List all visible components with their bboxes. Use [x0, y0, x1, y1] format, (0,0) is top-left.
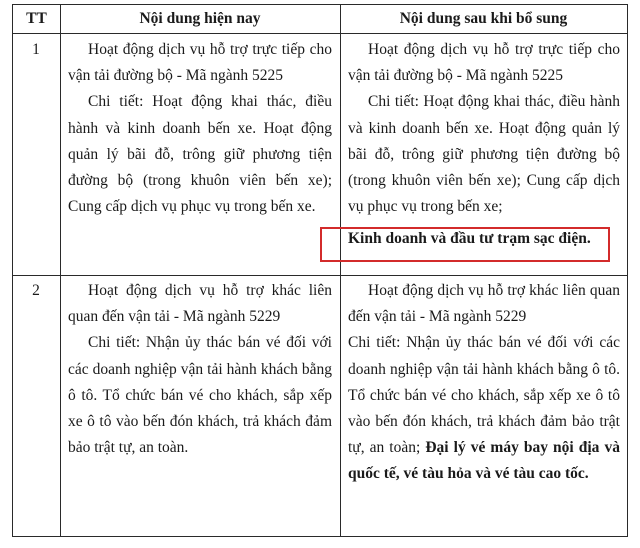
row-1-after-added: Kinh doanh và đầu tư trạm sạc điện. [348, 230, 591, 248]
row-2-current-detail: Chi tiết: Nhận ủy thác bán vé đối với các doanh nghiệp vận tải hành khách bằng ô tô. Tổ chức bán vé cho khách, sắp xếp xe ô tô vào bến đón khách, trả khách đảm bảo trật tự, an toàn. [68, 334, 332, 457]
row-2-after-cell [348, 278, 620, 488]
comparison-table [12, 4, 628, 537]
row-1-current-cell [68, 37, 332, 220]
row-2-after-detail: Chi tiết: Nhận ủy thác bán vé đối với các doanh nghiệp vận tải hành khách bằng ô tô. Tổ chức bán vé cho khách, sắp xếp xe ô tô vào bến đón khách, trả khách đảm bảo trật tự, an toàn; [348, 334, 620, 457]
row-1-current-detail: Chi tiết: Hoạt động khai thác, điều hành và kinh doanh bến xe. Hoạt động quản lý bãi đỗ, trông giữ phương tiện đường bộ (trong khuôn viên bến xe); Cung cấp dịch vụ phục vụ trong bến xe. [68, 93, 332, 216]
row-2-number: 2 [32, 282, 40, 299]
column-divider-content [340, 5, 341, 536]
row-1-number: 1 [32, 41, 40, 58]
header-current: Nội dung hiện nay [139, 10, 261, 27]
header-after: Nội dung sau khi bổ sung [399, 10, 568, 27]
row-2-after-code: Hoạt động dịch vụ hỗ trợ khác liên quan đến vận tải - Mã ngành 5229 [348, 282, 620, 326]
header-tt: TT [26, 10, 47, 27]
row-divider [13, 275, 627, 276]
row-1-after-code: Hoạt động dịch vụ hỗ trợ trực tiếp cho vận tải đường bộ - Mã ngành 5225 [348, 41, 620, 85]
header-divider [13, 33, 627, 34]
column-divider-tt [60, 5, 61, 536]
row-1-after-detail: Chi tiết: Hoạt động khai thác, điều hành và kinh doanh bến xe. Hoạt động quản lý bãi đỗ, trông giữ phương tiện đường bộ (trong khuôn viên bến xe); Cung cấp dịch vụ phục vụ trong bến xe; [348, 93, 620, 216]
row-2-current-cell [68, 278, 332, 461]
row-1-after-cell [348, 37, 620, 253]
row-2-current-code: Hoạt động dịch vụ hỗ trợ khác liên quan đến vận tải - Mã ngành 5229 [68, 282, 332, 326]
row-1-current-code: Hoạt động dịch vụ hỗ trợ trực tiếp cho vận tải đường bộ - Mã ngành 5225 [68, 41, 332, 85]
row-2-after-added: Đại lý vé máy bay nội địa và quốc tế, vé tàu hỏa và vé tàu cao tốc. [348, 439, 620, 483]
